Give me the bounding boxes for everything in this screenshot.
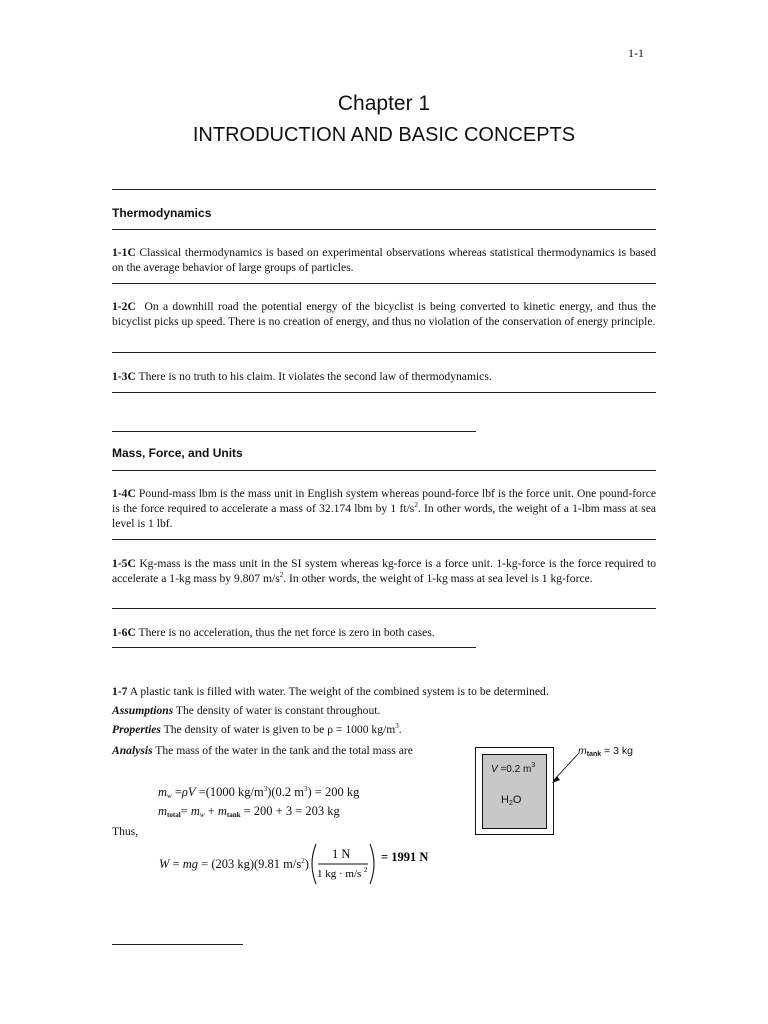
problem-text: . In other words, the weight of a 1-lbm mass at sea level is 1 lbf.	[112, 502, 656, 530]
svg-text:= 1991 N: = 1991 N	[381, 850, 429, 864]
problem-1-7-properties: Properties The density of water is given to be ρ = 1000 $kg/m^3$.	[112, 722, 402, 736]
divider	[112, 647, 476, 648]
problem-id: 1-5C	[112, 557, 136, 570]
divider	[112, 229, 656, 230]
problem-text: A plastic tank is filled with water. The weight of the combined system is to be determined.	[129, 685, 549, 698]
assumptions-label: Assumptions	[112, 704, 174, 717]
divider	[112, 539, 656, 540]
equation-weight-fraction	[306, 841, 436, 887]
equation-total-mass: $m_{total}= m_w + m_{tank} = 200 + 3 = 203$ kg	[158, 804, 340, 819]
equation-water-mass: $m_w =\rho V =(1000$ $kg/m^3)(0.2$ $m^3) = 200$ kg	[158, 785, 360, 800]
divider	[112, 283, 656, 284]
problem-id: 1-1C	[112, 246, 136, 259]
problem-1-7-intro	[112, 684, 656, 699]
tank-mass-label: $m_{tank} = 3$ kg	[578, 745, 633, 758]
problem-text: Pound-mass lbm is the mass unit in English system whereas pound-force lbf is the force unit. One pound-force is the force required to accelerate a mass of 32.174 lbm by 1 ft/s	[112, 487, 656, 515]
substance-label: $H_2O$	[501, 794, 522, 807]
svg-text:1 N: 1 N	[332, 847, 351, 861]
problem-id: 1-7	[112, 685, 128, 698]
problem-text: The density of water is constant throughout.	[175, 704, 381, 717]
problem-1-7-analysis	[112, 743, 452, 758]
problem-1-4c: 1-4C Pound-mass lbm is the mass unit in English system whereas pound-force lbf is the force unit. One pound-force is the force required to accelerate a mass of 32.174 lbm by 1 $ft/s^2$. In other words, the weight of a 1-lbm mass at sea level is 1 lbf.	[112, 487, 656, 530]
properties-label: Properties	[112, 723, 161, 736]
section-heading-mass-force-units: Mass, Force, and Units	[112, 446, 243, 460]
equation-weight: W = mg = (203 kg)(9.81 $m/s^2$)	[159, 857, 309, 871]
tank-figure	[475, 747, 554, 835]
problem-id: 1-2C	[112, 300, 136, 313]
problem-text: On a downhill road the potential energy of the bicyclist is being converted to kinetic energy, and thus the bicyclist picks up speed. There is no creation of energy, and thus no violation of the conservation of energy principle.	[112, 300, 657, 328]
svg-text:2: 2	[364, 866, 368, 874]
problem-id: 1-4C	[112, 487, 136, 500]
problem-1-2c	[112, 299, 656, 329]
volume-label: V =0.2 $m^3$	[491, 762, 536, 775]
problem-1-7-assumptions	[112, 703, 656, 718]
problem-text: There is no truth to his claim. It violates the second law of thermodynamics.	[138, 370, 492, 383]
divider	[112, 431, 476, 432]
svg-text:1 kg · m/s: 1 kg · m/s	[317, 868, 362, 880]
chapter-title: INTRODUCTION AND BASIC CONCEPTS	[192, 124, 576, 146]
problem-text: There is no acceleration, thus the net force is zero in both cases.	[138, 626, 435, 639]
problem-text: The density of water is given to be ρ = 1000 kg/m	[163, 723, 396, 736]
problem-1-5c: 1-5C Kg-mass is the mass unit in the SI system whereas kg-force is a force unit. 1-kg-force is the force required to accelerate a 1-kg mass by 9.807 $m/s^2$. In other words, the weight of 1-kg mass at sea level is 1 kg-force.	[112, 557, 656, 585]
divider	[112, 352, 656, 353]
analysis-label: Analysis	[112, 744, 153, 757]
footnote-divider	[112, 944, 243, 945]
problem-text: The mass of the water in the tank and the total mass are	[155, 744, 413, 757]
divider	[112, 608, 656, 609]
problem-text: Classical thermodynamics is based on experimental observations whereas statistical thermodynamics is based on the average behavior of large groups of particles.	[112, 246, 656, 274]
problem-id: 1-3C	[112, 370, 136, 383]
problem-text: Kg-mass is the mass unit in the SI system whereas kg-force is a force unit. 1-kg-force is the force required to accelerate a 1-kg mass by 9.807 m/s	[112, 557, 656, 585]
divider	[112, 470, 656, 471]
problem-1-3c	[112, 369, 656, 384]
problem-1-7-thus: Thus,	[112, 825, 139, 838]
problem-id: 1-6C	[112, 626, 136, 639]
problem-1-1c	[112, 245, 656, 275]
problem-text: . In other words, the weight of 1-kg mass at sea level is 1 kg-force.	[283, 572, 593, 585]
chapter-label: Chapter 1	[337, 92, 431, 115]
section-heading-thermodynamics: Thermodynamics	[112, 206, 212, 220]
divider	[112, 392, 656, 393]
problem-1-6c	[112, 625, 656, 640]
page-number: 1-1	[628, 46, 644, 60]
divider	[112, 189, 656, 190]
